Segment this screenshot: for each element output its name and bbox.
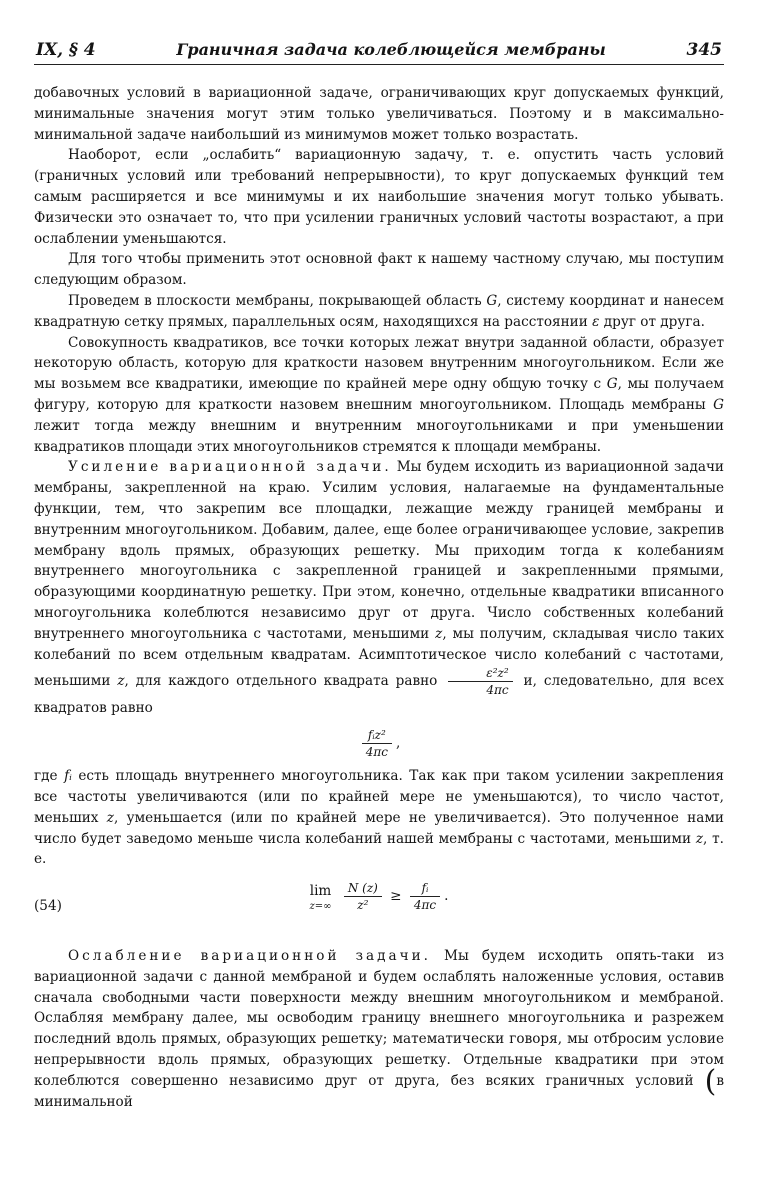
section-heading: Ослабление вариационной задачи. <box>68 948 431 965</box>
paragraph: Для того чтобы применить этот основной факт к нашему частному случаю, мы поступим следующим образом. <box>34 251 724 289</box>
running-header <box>34 40 724 65</box>
running-title: Граничная задача колеблющейся мембраны <box>176 40 606 59</box>
book-page <box>34 40 724 1112</box>
paragraph: Наоборот, если „ослабить“ вариационную задачу, т. е. опустить часть условий (граничных условий или требований непрерывности), то круг допускаемых функций тем самым расширяется и все минимумы и их наибольшие значения могут только убывать. Физически это означает то, что при усилении граничных условий частоты возрастают, а при ослаблении уменьшаются. <box>34 147 724 247</box>
relation-symbol: ≥ <box>390 888 402 905</box>
paragraph: где fᵢ есть площадь внутреннего многоугольника. Так как при таком усилении закрепления все частоты увеличиваются (или по крайней мере не уменьшаются), то число частот, меньших z, уменьшается (или по крайней мере не увеличивается). Это полученное нами число будет заведомо меньше числа колебаний нашей мембраны с частотами, меньшими z, т. е. <box>34 768 724 868</box>
paragraph: Ослабление вариационной задачи. Мы будем исходить опять-таки из вариационной задачи с данной мембраной и будем ослаблять наложенные условия, оставив сначала свободными части поверхности между внешним многоугольником и мембраной. Ослабляя мембрану далее, мы освободим границу внешнего многоугольника и разрежем последний вдоль прямых, образующих решетку; математически говоря, мы отбросим условие непрерывности вдоль прямых, образующих решетку. Отдельные квадратики при этом колеблются совершенно независимо друг от друга, без всяких граничных условий (в минимальной <box>34 948 725 1110</box>
chapter-section: IX, § 4 <box>36 40 96 60</box>
page-number: 345 <box>686 40 722 60</box>
equation-54: (54) lim z=∞ $\frac{N (z)}{\text{z²}}$ ≥ $\frac{\text{fᵢ}}{4\pi c}$ . <box>34 880 724 934</box>
fraction-rhs: $\frac{\text{fᵢ}}{4\pi c}$ <box>410 880 440 913</box>
paragraph: Проведем в плоскости мембраны, покрывающей область G, систему координат и нанесем квадратную сетку прямых, параллельных осям, находящихся на расстоянии ε друг от друга. <box>34 292 724 330</box>
paragraph: Усиление вариационной задачи. Мы будем исходить из вариационной задачи мембраны, закрепленной на краю. Усилим условия, налагаемые на фундаментальные функции, тем, что закрепим все площадки, лежащие между границей мембраны и внутренним многоугольником. Добавим, далее, еще более ограничивающее условие, закрепив мембрану вдоль прямых, образующих решетку. Мы приходим тогда к колебаниям внутреннего многоугольника с закрепленной границей и закрепленными прямыми, образующими координатную решетку. При этом, конечно, отдельные квадратики вписанного многоугольника колеблются независимо друг от друга. Число собственных колебаний внутреннего многоугольника с частотами, меньшими z, мы получим, складывая число таких колебаний по всем отдельным квадратам. Асимптотическое число колебаний с частотами, меньшими z, для каждого отдельного квадрата равно $\frac{\text{ε²z²}}{4\pi c}$ и, следовательно, для всех квадратов равно <box>34 459 725 717</box>
paragraph: добавочных условий в вариационной задаче, ограничивающих круг допускаемых функций, минимальные значения могут этим только увеличиваться. Поэтому и в максимально-минимальной задаче наибольший из минимумов может только возрастать. <box>34 85 724 143</box>
equation-number: (54) <box>34 898 62 915</box>
fraction-all-squares: $\frac{\text{fᵢz²}}{4\pi c}$ <box>362 727 392 760</box>
display-formula: $\frac{\text{fᵢz²}}{4\pi c}$ , <box>34 727 724 760</box>
paragraph: Совокупность квадратиков, все точки которых лежат внутри заданной области, образует некоторую область, которую для краткости назовем внутренним многоугольником. Если же мы возьмем все квадратики, имеющие по крайней мере одну общую точку с G, мы получаем фигуру, которую для краткости назовем внешним многоугольником. Площадь мембраны G лежит тогда между внешним и внутренним многоугольниками и при уменьшении квадратиков площади этих многоугольников стремятся к площади мембраны. <box>34 334 724 455</box>
fraction-single-square: $\frac{\text{ε²z²}}{4\pi c}$ <box>448 665 512 698</box>
body-text <box>34 83 724 1112</box>
limit-operator: lim z=∞ <box>309 882 332 913</box>
fraction-lhs: $\frac{N (z)}{\text{z²}}$ <box>344 880 382 913</box>
section-heading: Усиление вариационной задачи. <box>68 459 392 476</box>
